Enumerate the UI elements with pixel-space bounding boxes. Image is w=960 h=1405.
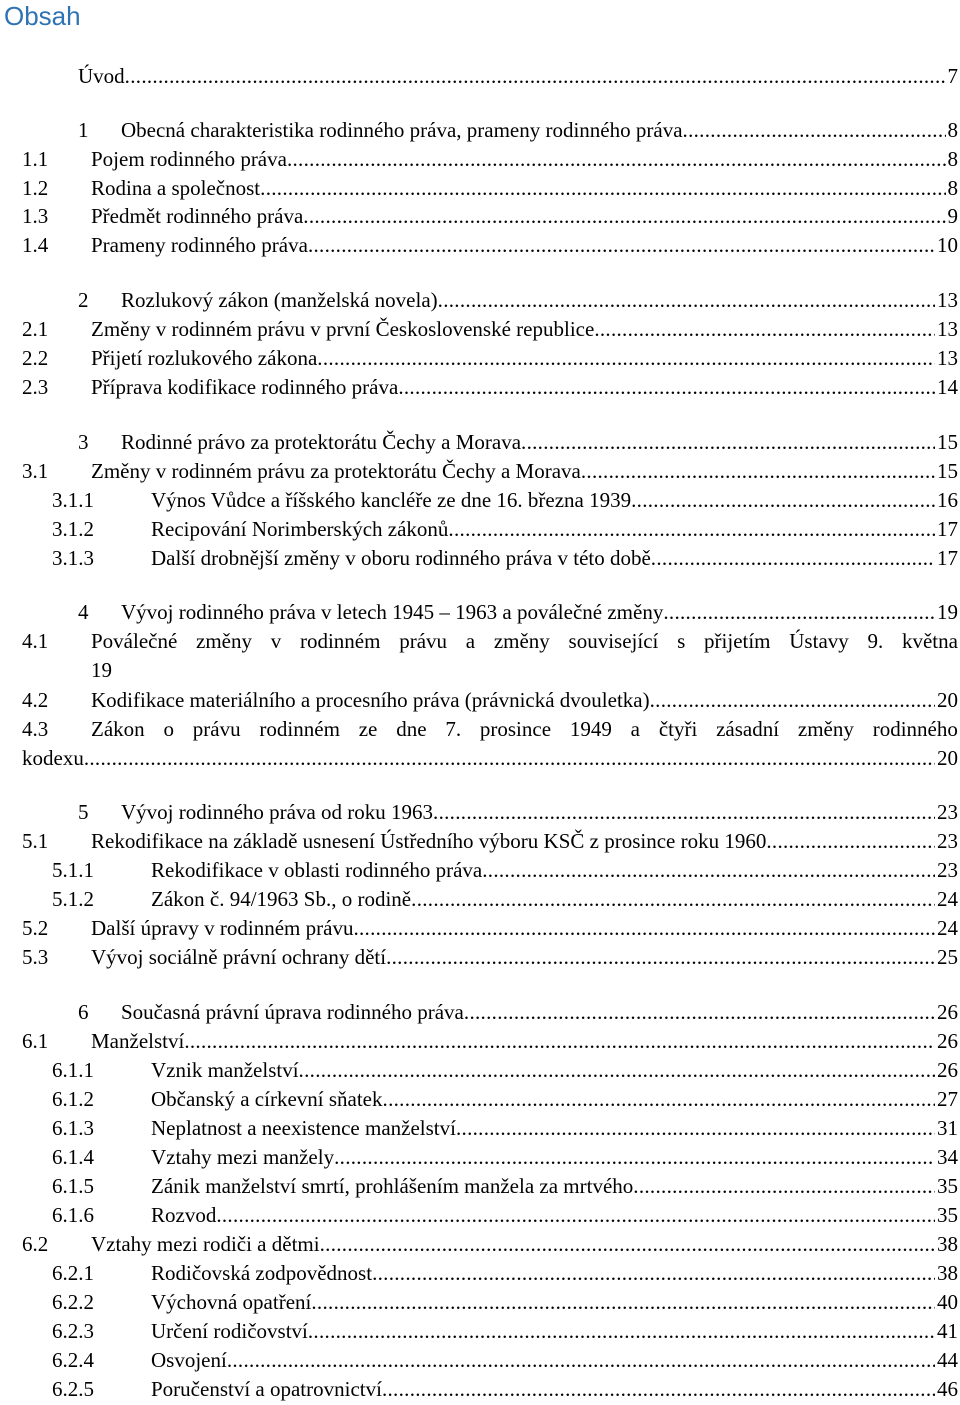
toc-entry-page: 8 [947,147,958,171]
toc-entry-number: 5.2 [22,916,49,940]
toc-entry-section-6-1[interactable] [22,1027,958,1055]
toc-entry-title: Vztahy mezi manžely [151,1145,335,1169]
toc-entry-number: 1.4 [22,233,49,257]
toc-entry-title: Zánik manželství smrtí, prohlášením manžela za mrtvého [151,1174,634,1198]
toc-entry-subsection-6-2-3[interactable] [52,1317,958,1345]
toc-entry-page: 35 [937,1203,958,1227]
toc-entry-section-5-1[interactable] [22,827,958,855]
toc-entry-chapter-6[interactable] [78,998,958,1026]
toc-entry-title: Pojem rodinného práva [91,147,287,171]
dot-leader [456,1114,935,1142]
toc-entry-subsection-5-1-1[interactable] [52,856,958,884]
toc-entry-section-2-3[interactable] [22,373,958,401]
toc-entry-number: 6.1.4 [52,1145,94,1169]
toc-entry-title: Rekodifikace v oblasti rodinného práva [151,858,483,882]
dot-leader [308,231,935,259]
dot-leader [260,174,945,202]
toc-entry-number: 2.1 [22,317,49,341]
toc-entry-number: 5.1.1 [52,858,94,882]
toc-entry-title: Obecná charakteristika rodinného práva, prameny rodinného práva [121,118,683,142]
toc-entry-page: 7 [947,64,958,88]
dot-leader [411,885,935,913]
toc-entry-page: 27 [937,1087,958,1111]
toc-entry-title: Prameny rodinného práva [91,233,308,257]
toc-entry-number: 6.1.3 [52,1116,94,1140]
toc-entry-page: 8 [947,176,958,200]
dot-leader [382,1375,935,1403]
dot-leader [317,344,935,372]
toc-entry-subsection-6-2-1[interactable] [52,1259,958,1287]
toc-entry-subsection-3-1-2[interactable] [52,515,958,543]
dot-leader [299,1056,935,1084]
toc-entry-title: Rekodifikace na základě usnesení Ústředního výboru KSČ z prosince roku 1960 [91,829,767,853]
toc-entry-subsection-6-1-6[interactable] [52,1201,958,1229]
toc-entry-number: 1 [78,118,89,142]
toc-entry-subsection-6-1-3[interactable] [52,1114,958,1142]
toc-entry-number: 6.1.6 [52,1203,94,1227]
toc-entry-title: Změny v rodinném právu v první Československé republice [91,317,595,341]
toc-entry-subsection-5-1-2[interactable] [52,885,958,913]
dot-leader [125,62,946,90]
toc-entry-title: Příprava kodifikace rodinného práva [91,375,399,399]
toc-entry-number: 6.1.1 [52,1058,94,1082]
toc-entry-title: Změny v rodinném právu za protektorátu Čechy a Morava [91,459,581,483]
toc-entry-page: 46 [937,1377,958,1401]
toc-entry-section-6-2[interactable] [22,1230,958,1258]
toc-entry-page: 38 [937,1261,958,1285]
toc-entry-number: 6.2.2 [52,1290,94,1314]
toc-entry-subsection-6-2-2[interactable] [52,1288,958,1316]
toc-entry-subsection-6-2-5[interactable] [52,1375,958,1403]
toc-entry-number: 2 [78,288,89,312]
toc-entry-number: 6.2.5 [52,1377,94,1401]
toc-entry-title: Rodičovská zodpovědnost [151,1261,373,1285]
toc-entry-title: Rodinné právo za protektorátu Čechy a Morava [121,430,522,454]
toc-entry-chapter-3[interactable] [78,428,958,456]
toc-entry-title: Současná právní úprava rodinného práva [121,1000,464,1024]
toc-entry-page: 8 [947,118,958,142]
toc-entry-title: Předmět rodinného práva [91,204,304,228]
toc-entry-section-1-3[interactable] [22,202,958,230]
toc-entry-number: 4 [78,600,89,624]
toc-entry-number: 3 [78,430,89,454]
toc-entry-section-5-3[interactable] [22,943,958,971]
toc-entry-page: 20 [937,746,958,770]
toc-entry-title: Úvod [78,64,125,88]
toc-entry-section-4-3[interactable] [22,715,958,773]
toc-entry-title: Další úpravy v rodinném právu [91,916,354,940]
toc-entry-title: Poručenství a opatrovnictví [151,1377,382,1401]
dot-leader [581,457,935,485]
toc-entry-page: 24 [937,887,958,911]
toc-entry-page: 13 [937,317,958,341]
toc-entry-subsection-6-2-4[interactable] [52,1346,958,1374]
toc-entry-chapter-4[interactable] [78,598,958,626]
toc-entry-number: 6.2.1 [52,1261,94,1285]
dot-leader [383,1085,935,1113]
toc-entry-subsection-6-1-5[interactable] [52,1172,958,1200]
toc-entry-title: Rodina a společnost [91,176,261,200]
dot-leader [334,1143,935,1171]
toc-entry-number: 4.3 [22,717,49,741]
toc-entry-page: 17 [937,517,958,541]
dot-leader [320,1230,935,1258]
toc-entry-title: Zákon č. 94/1963 Sb., o rodině [151,887,412,911]
toc-entry-number: 3.1.2 [52,517,94,541]
dot-leader [594,315,935,343]
toc-entry-title: Rozlukový zákon (manželská novela) [121,288,438,312]
toc-entry-number: 3.1.3 [52,546,94,570]
toc-entry-chapter-2[interactable] [78,286,958,314]
dot-leader [353,914,935,942]
toc-entry-page: 14 [937,375,958,399]
toc-entry-number: 3.1.1 [52,488,94,512]
toc-entry-page: 17 [937,546,958,570]
toc-entry-section-5-2[interactable] [22,914,958,942]
toc-entry-page: 19 [937,600,958,624]
dot-leader [663,598,935,626]
toc-entry-page: 20 [937,688,958,712]
toc-entry-number: 6.2.4 [52,1348,94,1372]
toc-entry-uvod[interactable] [78,62,958,90]
toc-entry-number: 1.3 [22,204,49,228]
dot-leader [303,202,945,230]
dot-leader [631,486,935,514]
toc-entry-page: 15 [937,459,958,483]
toc-entry-title: Vztahy mezi rodiči a dětmi [91,1232,320,1256]
dot-leader [650,686,935,714]
toc-entry-page: 25 [937,945,958,969]
toc-entry-page: 23 [937,829,958,853]
dot-leader [84,744,935,773]
toc-entry-title: Manželství [91,1029,185,1053]
toc-entry-section-2-2[interactable] [22,344,958,372]
toc-entry-number: 5.3 [22,945,49,969]
toc-entry-page: 23 [937,858,958,882]
toc-entry-section-4-1[interactable] [22,627,958,685]
dot-leader [482,856,935,884]
toc-entry-number: 5.1.2 [52,887,94,911]
toc-entry-number: 6.1.5 [52,1174,94,1198]
toc-entry-page: 15 [937,430,958,454]
toc-entry-chapter-5[interactable] [78,798,958,826]
dot-leader [308,1317,935,1345]
toc-entry-title: Zákon o právu rodinném ze dne 7. prosince 1949 a čtyři zásadní změny rodinného [91,717,958,741]
toc-entry-title-continuation: kodexu [22,746,84,770]
toc-entry-page: 34 [937,1145,958,1169]
toc-entry-subsection-6-1-1[interactable] [52,1056,958,1084]
toc-entry-title: Občanský a církevní sňatek [151,1087,383,1111]
toc-entry-page: 10 [937,233,958,257]
toc-entry-page: 24 [937,916,958,940]
toc-entry-number: 1.1 [22,147,49,171]
toc-entry-number: 4.2 [22,688,49,712]
dot-leader [683,116,946,144]
toc-entry-number: 5 [78,800,89,824]
dot-leader [184,1027,935,1055]
toc-entry-number: 2.3 [22,375,49,399]
toc-entry-number: 6.1 [22,1029,49,1053]
toc-entry-section-1-1[interactable] [22,145,958,173]
toc-entry-page: 9 [947,204,958,228]
toc-entry-page: 31 [937,1116,958,1140]
toc-entry-page: 35 [937,1174,958,1198]
toc-entry-title: Kodifikace materiálního a procesního práva (právnická dvouletka) [91,688,650,712]
toc-entry-title: Další drobnější změny v oboru rodinného práva v této době [151,546,651,570]
toc-entry-title: Vývoj rodinného práva od roku 1963 [121,800,434,824]
toc-entry-number: 5.1 [22,829,49,853]
toc-entry-page: 41 [937,1319,958,1343]
toc-entry-title: Vývoj rodinného práva v letech 1945 – 1963 a poválečné změny [121,600,664,624]
toc-heading: Obsah [4,1,81,31]
toc-entry-page: 23 [937,800,958,824]
toc-entry-title: Vývoj sociálně právní ochrany dětí [91,945,387,969]
toc-entry-subsection-3-1-3[interactable] [52,544,958,572]
toc-entry-title: Recipování Norimberských zákonů [151,517,449,541]
toc-entry-title: Neplatnost a neexistence manželství [151,1116,456,1140]
toc-entry-section-4-2[interactable] [22,686,958,714]
dot-leader [766,827,935,855]
toc-entry-title-continuation: 19 [91,658,112,682]
toc-entry-title: Vznik manželství [151,1058,299,1082]
toc-entry-title: Určení rodičovství [151,1319,308,1343]
toc-entry-section-3-1[interactable] [22,457,958,485]
dot-leader [216,1201,935,1229]
toc-entry-number: 6.1.2 [52,1087,94,1111]
toc-entry-page: 26 [937,1058,958,1082]
toc-entry-page: 26 [937,1029,958,1053]
dot-leader [633,1172,935,1200]
toc-entry-page: 13 [937,346,958,370]
toc-entry-title: Rozvod [151,1203,217,1227]
toc-entry-section-2-1[interactable] [22,315,958,343]
dot-leader [521,428,935,456]
dot-leader [311,1288,935,1316]
dot-leader [386,943,935,971]
toc-entry-number: 6.2 [22,1232,49,1256]
dot-leader [438,286,935,314]
toc-entry-page: 44 [937,1348,958,1372]
toc-entry-title: Výchovná opatření [151,1290,312,1314]
dot-leader [372,1259,935,1287]
toc-entry-title: Výnos Vůdce a říšského kancléře ze dne 16. března 1939 [151,488,632,512]
toc-entry-subsection-6-1-2[interactable] [52,1085,958,1113]
dot-leader [227,1346,935,1374]
toc-entry-title: Poválečné změny v rodinném právu a změny související s přijetím Ústavy 9. května [91,629,958,653]
dot-leader [464,998,935,1026]
dot-leader [448,515,935,543]
toc-entry-number: 4.1 [22,629,49,653]
toc-entry-title: Přijetí rozlukového zákona [91,346,318,370]
toc-entry-chapter-1[interactable] [78,116,958,144]
toc-entry-section-1-2[interactable] [22,174,958,202]
toc-entry-number: 2.2 [22,346,49,370]
toc-entry-page: 38 [937,1232,958,1256]
toc-entry-number: 6 [78,1000,89,1024]
toc-entry-page: 40 [937,1290,958,1314]
toc-entry-page: 16 [937,488,958,512]
toc-entry-subsection-6-1-4[interactable] [52,1143,958,1171]
toc-entry-number: 3.1 [22,459,49,483]
dot-leader [398,373,935,401]
dot-leader [433,798,935,826]
toc-entry-number: 6.2.3 [52,1319,94,1343]
dot-leader [651,544,935,572]
dot-leader [287,145,946,173]
toc-entry-number: 1.2 [22,176,49,200]
toc-entry-page: 26 [937,1000,958,1024]
toc-entry-subsection-3-1-1[interactable] [52,486,958,514]
toc-entry-section-1-4[interactable] [22,231,958,259]
toc-entry-title: Osvojení [151,1348,227,1372]
toc-entry-page: 13 [937,288,958,312]
